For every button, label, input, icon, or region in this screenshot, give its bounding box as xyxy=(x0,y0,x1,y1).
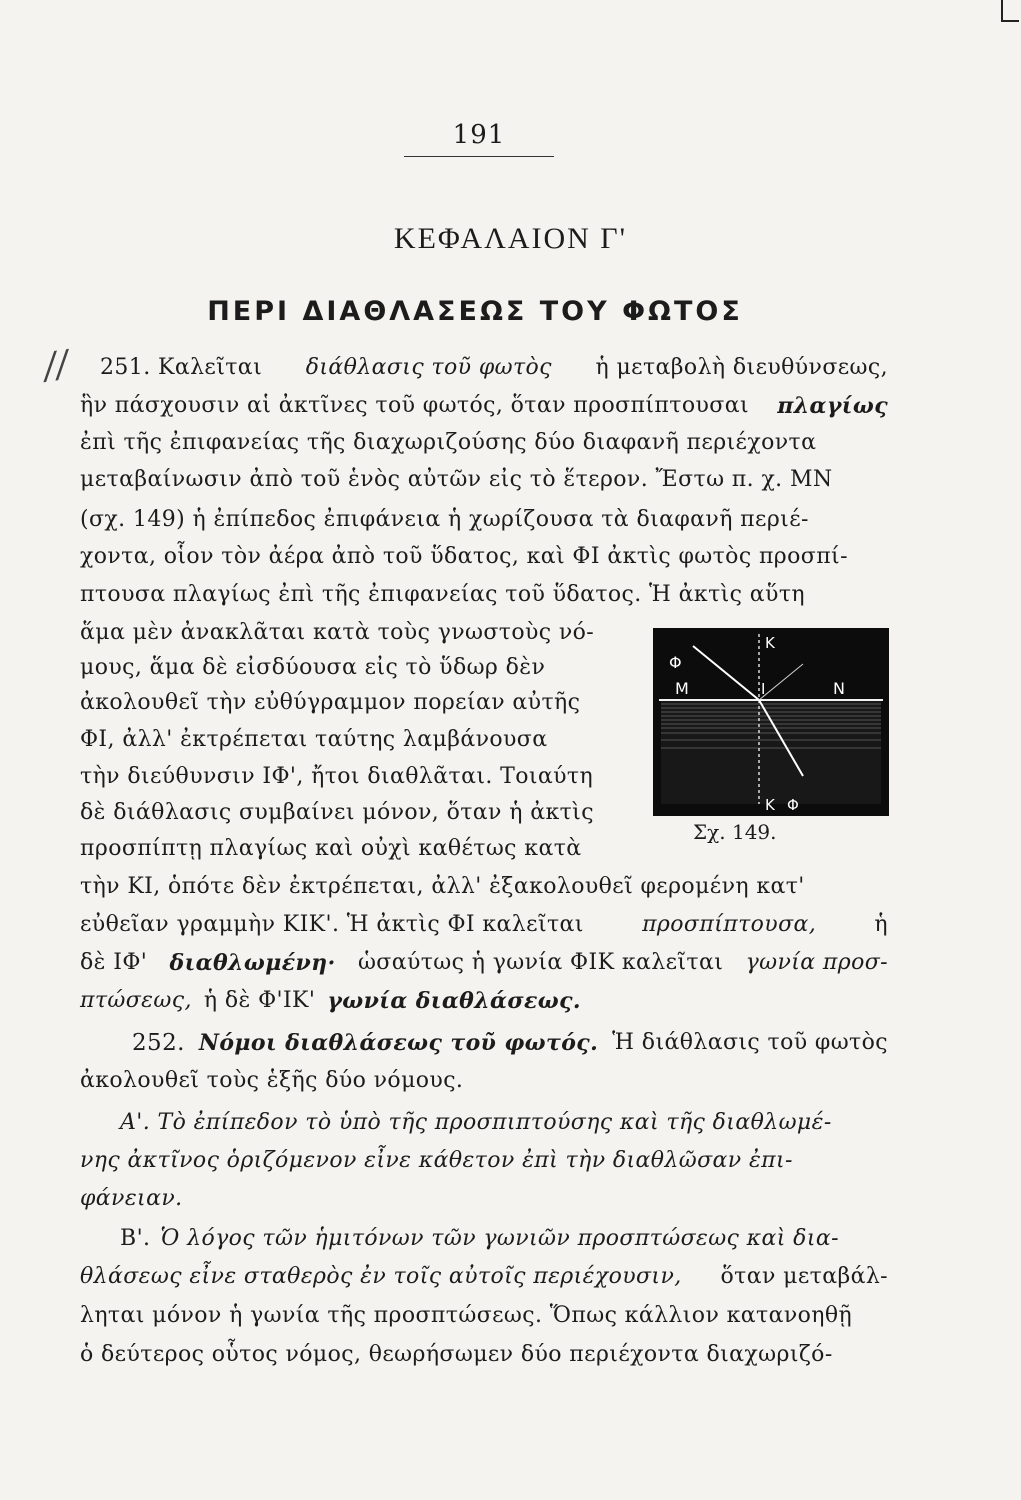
margin-mark: // xyxy=(41,343,72,388)
text-line: ἅμα μὲν ἀνακλᾶται κατὰ τοὺς γνωστοὺς νό- xyxy=(80,620,595,645)
label-phi: Φ xyxy=(669,653,682,672)
text-fragment: μεταβαίνωσιν ἀπὸ τοῦ ἑνὸς αὐτῶν εἰς τὸ ἕτερον. Ἔστω π. χ. ΜΝ xyxy=(80,467,833,492)
label-phi-prime: Φ xyxy=(787,796,799,814)
refraction-diagram xyxy=(653,628,889,816)
section-title: ΠΕΡΙ ΔΙΑΘΛΑΣΕΩΣ ΤΟΥ ΦΩΤΟΣ xyxy=(207,296,743,327)
text-fragment: ληται μόνον ἡ γωνία τῆς προσπτώσεως. Ὅπως κάλλιον κατανοηθῇ xyxy=(80,1303,853,1328)
term-angle-refraction: γωνία διαθλάσεως. xyxy=(327,988,581,1014)
text-fragment: Ἡ διάθλασις τοῦ φωτὸς xyxy=(612,1030,888,1055)
text-fragment: εὐθεῖαν γραμμὴν ΚΙΚ'. Ἡ ἀκτὶς ΦΙ καλεῖται xyxy=(80,912,584,937)
chapter-heading: ΚΕΦΑΛΑΙΟΝ Γ' xyxy=(393,222,628,255)
law-a-text: νης ἀκτῖνος ὁριζόμενον εἶνε κάθετον ἐπὶ τὴν διαθλῶσαν ἐπι- xyxy=(80,1148,793,1173)
paragraph-lead-251: 251. Καλεῖται xyxy=(100,355,263,380)
law-a-line: φάνειαν. xyxy=(80,1186,183,1211)
page-number-rule xyxy=(404,156,554,157)
text-fragment: πτουσα πλαγίως ἐπὶ τῆς ἐπιφανείας τοῦ ὕδατος. Ἡ ἀκτὶς αὕτη xyxy=(80,582,805,607)
text-fragment: τὴν ΚΙ, ὁπότε δὲν ἐκτρέπεται, ἀλλ' ἐξακολουθεῖ φερομένη κατ' xyxy=(80,874,805,899)
term-refracted: διαθλωμένη· xyxy=(169,950,336,976)
text-line xyxy=(80,1303,888,1328)
term-incident: προσπίπτουσα, xyxy=(642,912,817,937)
text-fragment: δὲ ΙΦ' xyxy=(80,950,148,975)
text-line: προσπίπτῃ πλαγίως καὶ οὐχὶ καθέτως κατὰ xyxy=(80,836,582,861)
text-fragment: ἡ xyxy=(874,912,888,937)
text-line xyxy=(80,912,888,937)
paragraph-lead-252: 252. xyxy=(132,1030,185,1056)
text-fragment: ἣν πάσχουσιν αἱ ἀκτῖνες τοῦ φωτός, ὅταν προσπίπτουσαι xyxy=(80,393,749,418)
text-line xyxy=(80,467,888,492)
text-line: μους, ἅμα δὲ εἰσδύουσα εἰς τὸ ὕδωρ δὲν xyxy=(80,655,546,680)
text-line: ἀκολουθεῖ τοὺς ἑξῆς δύο νόμους. xyxy=(80,1068,464,1093)
text-line xyxy=(80,1264,888,1289)
text-fragment: ὡσαύτως ἡ γωνία ΦΙΚ καλεῖται xyxy=(357,950,724,975)
page-number: 191 xyxy=(452,120,506,150)
text-line xyxy=(80,582,888,607)
text-line xyxy=(120,1226,888,1251)
text-line xyxy=(100,355,888,380)
text-line: ἀκολουθεῖ τὴν εὐθύγραμμον πορείαν αὐτῆς xyxy=(80,690,581,715)
label-k-prime: Κ xyxy=(765,796,775,814)
text-fragment: (σχ. 149) ἡ ἐπίπεδος ἐπιφάνεια ἡ χωρίζουσα τὰ διαφανῆ περιέ- xyxy=(80,507,809,532)
label-m: Μ xyxy=(675,679,689,698)
text-fragment: ἡ μεταβολὴ διευθύνσεως, xyxy=(595,355,888,380)
text-line xyxy=(80,430,888,455)
text-line xyxy=(80,874,888,899)
law-b-label: Β'. xyxy=(120,1226,151,1251)
term-angle-incidence: γωνία προσ- xyxy=(745,950,888,975)
text-line xyxy=(80,988,581,1014)
corner-mark xyxy=(1001,0,1019,22)
text-line: δὲ διάθλασις συμβαίνει μόνον, ὅταν ἡ ἀκτὶς xyxy=(80,800,594,825)
law-a-line xyxy=(120,1110,888,1135)
label-k: Κ xyxy=(765,634,775,652)
law-a-line xyxy=(80,1148,888,1173)
label-i: Ι xyxy=(761,680,766,698)
text-fragment: ἐπὶ τῆς ἐπιφανείας τῆς διαχωριζούσης δύο διαφανῆ περιέχοντα xyxy=(80,430,817,455)
label-n: Ν xyxy=(833,679,845,698)
text-line xyxy=(80,544,888,569)
refraction-figure xyxy=(653,628,889,816)
figure-caption: Σχ. 149. xyxy=(693,820,777,844)
text-line xyxy=(80,393,888,419)
law-b-text: Ὁ λόγος τῶν ἡμιτόνων τῶν γωνιῶν προσπτώσεως καὶ δια- xyxy=(160,1226,839,1251)
text-line xyxy=(132,1030,888,1056)
text-line: ΦΙ, ἀλλ' ἐκτρέπεται ταύτης λαμβάνουσα xyxy=(80,727,548,752)
text-line xyxy=(80,1342,888,1367)
text-fragment: ὅταν μεταβάλ- xyxy=(720,1264,888,1289)
text-line: τὴν διεύθυνσιν ΙΦ', ἤτοι διαθλᾶται. Τοιαύτη xyxy=(80,764,594,789)
text-fragment: ὁ δεύτερος οὗτος νόμος, θεωρήσωμεν δύο περιέχοντα διαχωριζό- xyxy=(80,1342,833,1367)
term-obliquely: πλαγίως xyxy=(777,393,888,419)
text-line xyxy=(80,950,888,976)
term-incidence-end: πτώσεως, xyxy=(80,988,192,1013)
law-b-text: θλάσεως εἶνε σταθερὸς ἐν τοῖς αὐτοῖς περιέχουσιν, xyxy=(80,1264,682,1289)
law-a-text: Α'. Τὸ ἐπίπεδον τὸ ὑπὸ τῆς προσπιπτούσης καὶ τῆς διαθλωμέ- xyxy=(120,1110,832,1135)
term-refraction: διάθλασις τοῦ φωτὸς xyxy=(305,355,552,380)
text-fragment: ἡ δὲ Φ'ΙΚ' xyxy=(203,988,316,1013)
text-line xyxy=(80,507,888,532)
text-fragment: χοντα, οἷον τὸν ἀέρα ἀπὸ τοῦ ὕδατος, καὶ ΦΙ ἀκτὶς φωτὸς προσπί- xyxy=(80,544,848,569)
laws-heading: Νόμοι διαθλάσεως τοῦ φωτός. xyxy=(198,1030,599,1056)
